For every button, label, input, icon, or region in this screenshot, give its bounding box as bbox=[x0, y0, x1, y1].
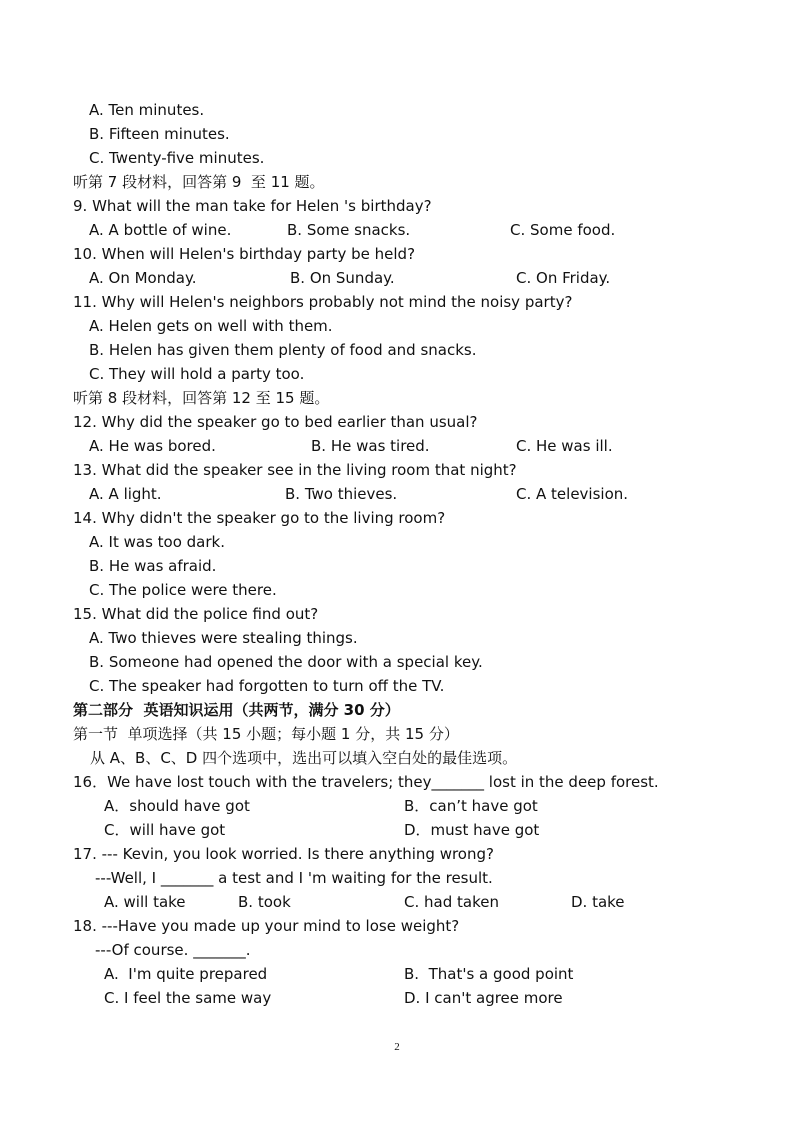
text-line: B. Someone had opened the door with a special key. bbox=[89, 653, 483, 671]
text-line: A. will take bbox=[104, 893, 186, 911]
text-line: C. A television. bbox=[516, 485, 629, 503]
text-line: ---Of course. _______. bbox=[95, 941, 251, 959]
text-line: 16．We have lost touch with the travelers; they_______ lost in the deep forest. bbox=[73, 773, 659, 791]
text-line: A. Helen gets on well with them. bbox=[89, 317, 333, 335]
page-number: 2 bbox=[394, 1041, 400, 1053]
text-line: A. A light. bbox=[89, 485, 162, 503]
text-line: B. That's a good point bbox=[404, 965, 574, 983]
text-line: B. Fifteen minutes. bbox=[89, 125, 230, 143]
text-line: C. I feel the same way bbox=[104, 989, 272, 1007]
text-line: C. He was ill. bbox=[516, 437, 613, 455]
text-line: 从 A、B、C、D 四个选项中，选出可以填入空白处的最佳选项。 bbox=[90, 749, 518, 767]
text-line: C. The speaker had forgotten to turn off the TV. bbox=[89, 677, 445, 695]
text-line: A. On Monday. bbox=[89, 269, 197, 287]
text-line: A. It was too dark. bbox=[89, 533, 225, 551]
text-line: B. He was tired. bbox=[311, 437, 430, 455]
text-line: B. On Sunday. bbox=[290, 269, 395, 287]
text-line: 14. Why didn't the speaker go to the living room? bbox=[73, 509, 446, 527]
text-line: A. A bottle of wine. bbox=[89, 221, 232, 239]
text-line: D．must have got bbox=[404, 821, 540, 839]
text-line: 听第 7 段材料，回答第 9 至 11 题。 bbox=[73, 173, 325, 191]
text-line: B. Two thieves. bbox=[285, 485, 398, 503]
text-line: 10. When will Helen's birthday party be held? bbox=[73, 245, 416, 263]
text-line: B．can’t have got bbox=[404, 797, 538, 815]
text-line: 第二部分 英语知识运用（共两节，满分 30 分） bbox=[73, 701, 400, 719]
text-line: C. Twenty-five minutes. bbox=[89, 149, 265, 167]
text-line: C．will have got bbox=[104, 821, 226, 839]
text-line: 18. ---Have you made up your mind to lose weight? bbox=[73, 917, 460, 935]
text-line: A. I'm quite prepared bbox=[104, 965, 268, 983]
text-line: 第一节 单项选择（共 15 小题；每小题 1 分，共 15 分） bbox=[73, 725, 459, 743]
text-line: C. had taken bbox=[404, 893, 499, 911]
text-line: 13. What did the speaker see in the living room that night? bbox=[73, 461, 517, 479]
text-line: 11. Why will Helen's neighbors probably not mind the noisy party? bbox=[73, 293, 573, 311]
text-line: C. Some food. bbox=[510, 221, 616, 239]
text-line: D. I can't agree more bbox=[404, 989, 563, 1007]
text-line: A．should have got bbox=[104, 797, 250, 815]
text-line: 15. What did the police find out? bbox=[73, 605, 319, 623]
text-line: ---Well, I _______ a test and I 'm waiting for the result. bbox=[95, 869, 493, 887]
text-line: 12. Why did the speaker go to bed earlier than usual? bbox=[73, 413, 478, 431]
text-line: C. On Friday. bbox=[516, 269, 611, 287]
text-line: B. He was afraid. bbox=[89, 557, 217, 575]
text-line: C. They will hold a party too. bbox=[89, 365, 305, 383]
text-line: C. The police were there. bbox=[89, 581, 277, 599]
text-line: A. He was bored. bbox=[89, 437, 216, 455]
text-line: D. take bbox=[571, 893, 625, 911]
text-line: 听第 8 段材料，回答第 12 至 15 题。 bbox=[73, 389, 330, 407]
text-line: A. Ten minutes. bbox=[89, 101, 205, 119]
text-line: B. took bbox=[238, 893, 291, 911]
text-line: 9. What will the man take for Helen 's birthday? bbox=[73, 197, 432, 215]
text-line: B. Helen has given them plenty of food and snacks. bbox=[89, 341, 477, 359]
text-line: 17. --- Kevin, you look worried. Is there anything wrong? bbox=[73, 845, 494, 863]
text-line: B. Some snacks. bbox=[287, 221, 411, 239]
text-line: A. Two thieves were stealing things. bbox=[89, 629, 358, 647]
